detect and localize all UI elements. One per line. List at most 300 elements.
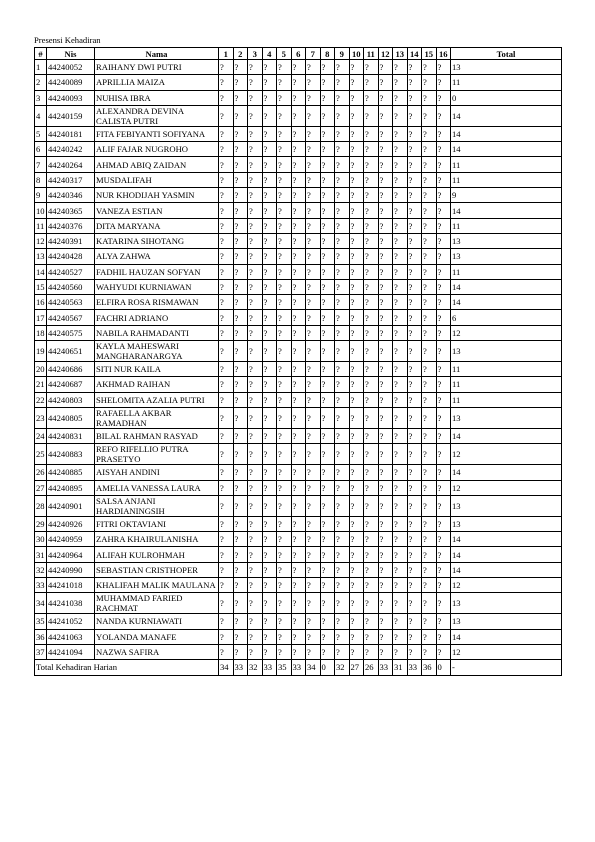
row-name: KHALIFAH MALIK MAULANA bbox=[95, 578, 219, 593]
row-nis: 44240990 bbox=[47, 562, 95, 577]
row-nis: 44240686 bbox=[47, 362, 95, 377]
attendance-mark: ? bbox=[422, 142, 437, 157]
attendance-mark: ? bbox=[349, 562, 364, 577]
attendance-mark: ? bbox=[306, 465, 321, 480]
attendance-mark: ? bbox=[291, 547, 306, 562]
attendance-mark: ? bbox=[393, 578, 408, 593]
row-nis: 44240093 bbox=[47, 90, 95, 105]
attendance-mark: ? bbox=[364, 126, 379, 141]
footer-daily-total: 36 bbox=[422, 660, 437, 675]
attendance-mark: ? bbox=[407, 264, 422, 279]
table-row bbox=[35, 392, 562, 407]
attendance-mark: ? bbox=[378, 578, 393, 593]
attendance-mark: ? bbox=[393, 279, 408, 294]
attendance-mark: ? bbox=[407, 60, 422, 75]
attendance-mark: ? bbox=[320, 593, 335, 614]
row-name: BILAL RAHMAN RASYAD bbox=[95, 428, 219, 443]
attendance-mark: ? bbox=[219, 392, 234, 407]
attendance-mark: ? bbox=[349, 392, 364, 407]
attendance-mark: ? bbox=[219, 532, 234, 547]
row-name: NABILA RAHMADANTI bbox=[95, 325, 219, 340]
attendance-mark: ? bbox=[407, 362, 422, 377]
attendance-mark: ? bbox=[378, 562, 393, 577]
attendance-mark: ? bbox=[248, 60, 263, 75]
attendance-mark: ? bbox=[233, 480, 248, 495]
attendance-mark: ? bbox=[320, 428, 335, 443]
attendance-mark: ? bbox=[277, 325, 292, 340]
attendance-mark: ? bbox=[262, 188, 277, 203]
attendance-mark: ? bbox=[393, 188, 408, 203]
attendance-mark: ? bbox=[320, 444, 335, 465]
header-name: Nama bbox=[95, 48, 219, 60]
attendance-mark: ? bbox=[262, 90, 277, 105]
footer-row bbox=[35, 660, 562, 675]
attendance-mark: ? bbox=[335, 279, 350, 294]
row-nis: 44240391 bbox=[47, 233, 95, 248]
attendance-mark: ? bbox=[335, 157, 350, 172]
attendance-mark: ? bbox=[436, 233, 451, 248]
attendance-mark: ? bbox=[378, 325, 393, 340]
attendance-mark: ? bbox=[262, 264, 277, 279]
header-day: 10 bbox=[349, 48, 364, 60]
table-row bbox=[35, 562, 562, 577]
attendance-mark: ? bbox=[233, 310, 248, 325]
attendance-mark: ? bbox=[306, 578, 321, 593]
attendance-mark: ? bbox=[320, 203, 335, 218]
attendance-mark: ? bbox=[393, 233, 408, 248]
row-total: 14 bbox=[451, 203, 562, 218]
attendance-mark: ? bbox=[219, 341, 234, 362]
attendance-mark: ? bbox=[407, 90, 422, 105]
attendance-mark: ? bbox=[349, 126, 364, 141]
attendance-mark: ? bbox=[277, 105, 292, 126]
header-no: # bbox=[35, 48, 47, 60]
attendance-mark: ? bbox=[422, 341, 437, 362]
row-name: ELFIRA ROSA RISMAWAN bbox=[95, 295, 219, 310]
attendance-mark: ? bbox=[407, 480, 422, 495]
attendance-mark: ? bbox=[364, 516, 379, 531]
attendance-mark: ? bbox=[349, 480, 364, 495]
attendance-mark: ? bbox=[233, 279, 248, 294]
attendance-mark: ? bbox=[407, 172, 422, 187]
row-total: 13 bbox=[451, 516, 562, 531]
attendance-mark: ? bbox=[393, 218, 408, 233]
attendance-mark: ? bbox=[378, 90, 393, 105]
attendance-mark: ? bbox=[233, 203, 248, 218]
attendance-mark: ? bbox=[219, 279, 234, 294]
row-number: 13 bbox=[35, 249, 47, 264]
attendance-mark: ? bbox=[407, 465, 422, 480]
attendance-mark: ? bbox=[436, 105, 451, 126]
row-name: YOLANDA MANAFE bbox=[95, 629, 219, 644]
attendance-mark: ? bbox=[219, 172, 234, 187]
attendance-mark: ? bbox=[436, 465, 451, 480]
attendance-mark: ? bbox=[393, 126, 408, 141]
attendance-mark: ? bbox=[277, 142, 292, 157]
row-name: FITA FEBIYANTI SOFIYANA bbox=[95, 126, 219, 141]
attendance-mark: ? bbox=[248, 75, 263, 90]
footer-daily-total: 0 bbox=[436, 660, 451, 675]
attendance-mark: ? bbox=[422, 90, 437, 105]
attendance-mark: ? bbox=[335, 325, 350, 340]
attendance-mark: ? bbox=[407, 126, 422, 141]
attendance-mark: ? bbox=[306, 142, 321, 157]
attendance-mark: ? bbox=[262, 105, 277, 126]
row-nis: 44240428 bbox=[47, 249, 95, 264]
attendance-mark: ? bbox=[378, 644, 393, 659]
attendance-mark: ? bbox=[364, 60, 379, 75]
attendance-mark: ? bbox=[277, 629, 292, 644]
attendance-mark: ? bbox=[436, 614, 451, 629]
attendance-mark: ? bbox=[233, 172, 248, 187]
attendance-mark: ? bbox=[320, 532, 335, 547]
attendance-mark: ? bbox=[306, 516, 321, 531]
attendance-mark: ? bbox=[378, 614, 393, 629]
attendance-mark: ? bbox=[291, 578, 306, 593]
attendance-mark: ? bbox=[306, 362, 321, 377]
attendance-mark: ? bbox=[364, 157, 379, 172]
row-nis: 44240346 bbox=[47, 188, 95, 203]
attendance-mark: ? bbox=[320, 629, 335, 644]
attendance-mark: ? bbox=[277, 218, 292, 233]
table-row bbox=[35, 532, 562, 547]
attendance-mark: ? bbox=[349, 428, 364, 443]
attendance-mark: ? bbox=[378, 593, 393, 614]
attendance-mark: ? bbox=[320, 249, 335, 264]
attendance-mark: ? bbox=[364, 644, 379, 659]
attendance-mark: ? bbox=[422, 516, 437, 531]
attendance-mark: ? bbox=[393, 310, 408, 325]
attendance-mark: ? bbox=[335, 593, 350, 614]
row-nis: 44240365 bbox=[47, 203, 95, 218]
row-name: SALSA ANJANI HARDIANINGSIH bbox=[95, 495, 219, 516]
attendance-mark: ? bbox=[262, 562, 277, 577]
attendance-mark: ? bbox=[349, 218, 364, 233]
table-row bbox=[35, 233, 562, 248]
attendance-mark: ? bbox=[219, 203, 234, 218]
row-total: 13 bbox=[451, 593, 562, 614]
attendance-mark: ? bbox=[349, 203, 364, 218]
attendance-mark: ? bbox=[393, 142, 408, 157]
row-total: 11 bbox=[451, 172, 562, 187]
attendance-mark: ? bbox=[291, 480, 306, 495]
attendance-mark: ? bbox=[277, 60, 292, 75]
attendance-mark: ? bbox=[335, 249, 350, 264]
row-number: 36 bbox=[35, 629, 47, 644]
table-row bbox=[35, 325, 562, 340]
attendance-mark: ? bbox=[248, 644, 263, 659]
attendance-mark: ? bbox=[436, 157, 451, 172]
row-total: 13 bbox=[451, 233, 562, 248]
header-day: 7 bbox=[306, 48, 321, 60]
attendance-mark: ? bbox=[335, 480, 350, 495]
attendance-mark: ? bbox=[277, 614, 292, 629]
attendance-mark: ? bbox=[393, 629, 408, 644]
table-row bbox=[35, 407, 562, 428]
attendance-page bbox=[34, 34, 561, 676]
attendance-mark: ? bbox=[291, 614, 306, 629]
table-row bbox=[35, 495, 562, 516]
attendance-mark: ? bbox=[364, 428, 379, 443]
footer-daily-total: 27 bbox=[349, 660, 364, 675]
attendance-mark: ? bbox=[364, 614, 379, 629]
attendance-mark: ? bbox=[349, 377, 364, 392]
row-number: 25 bbox=[35, 444, 47, 465]
attendance-mark: ? bbox=[335, 172, 350, 187]
row-name: REFO RIFELLIO PUTRA PRASETYO bbox=[95, 444, 219, 465]
attendance-mark: ? bbox=[233, 218, 248, 233]
row-nis: 44240901 bbox=[47, 495, 95, 516]
attendance-mark: ? bbox=[306, 90, 321, 105]
attendance-mark: ? bbox=[248, 614, 263, 629]
row-total: 11 bbox=[451, 218, 562, 233]
attendance-mark: ? bbox=[393, 105, 408, 126]
attendance-mark: ? bbox=[291, 172, 306, 187]
attendance-mark: ? bbox=[291, 75, 306, 90]
row-number: 20 bbox=[35, 362, 47, 377]
attendance-mark: ? bbox=[349, 547, 364, 562]
attendance-mark: ? bbox=[378, 172, 393, 187]
attendance-mark: ? bbox=[277, 644, 292, 659]
attendance-mark: ? bbox=[262, 629, 277, 644]
attendance-mark: ? bbox=[306, 547, 321, 562]
row-name: MUSDALIFAH bbox=[95, 172, 219, 187]
attendance-mark: ? bbox=[233, 516, 248, 531]
attendance-mark: ? bbox=[378, 188, 393, 203]
attendance-mark: ? bbox=[349, 75, 364, 90]
attendance-mark: ? bbox=[291, 90, 306, 105]
row-nis: 44240883 bbox=[47, 444, 95, 465]
attendance-mark: ? bbox=[248, 495, 263, 516]
attendance-mark: ? bbox=[378, 218, 393, 233]
row-name: RAIHANY DWI PUTRI bbox=[95, 60, 219, 75]
attendance-mark: ? bbox=[422, 60, 437, 75]
attendance-mark: ? bbox=[306, 172, 321, 187]
row-number: 28 bbox=[35, 495, 47, 516]
attendance-mark: ? bbox=[422, 233, 437, 248]
attendance-mark: ? bbox=[335, 392, 350, 407]
attendance-mark: ? bbox=[320, 495, 335, 516]
footer-label: Total Kehadiran Harian bbox=[35, 660, 219, 675]
attendance-mark: ? bbox=[262, 218, 277, 233]
row-number: 3 bbox=[35, 90, 47, 105]
row-nis: 44241052 bbox=[47, 614, 95, 629]
footer-daily-total: 34 bbox=[306, 660, 321, 675]
attendance-mark: ? bbox=[349, 264, 364, 279]
row-number: 27 bbox=[35, 480, 47, 495]
attendance-mark: ? bbox=[422, 629, 437, 644]
attendance-mark: ? bbox=[335, 428, 350, 443]
attendance-mark: ? bbox=[320, 310, 335, 325]
attendance-mark: ? bbox=[262, 516, 277, 531]
row-name: WAHYUDI KURNIAWAN bbox=[95, 279, 219, 294]
attendance-mark: ? bbox=[436, 578, 451, 593]
attendance-mark: ? bbox=[262, 495, 277, 516]
attendance-mark: ? bbox=[219, 295, 234, 310]
attendance-mark: ? bbox=[320, 465, 335, 480]
header-row bbox=[35, 48, 562, 60]
attendance-mark: ? bbox=[306, 105, 321, 126]
attendance-mark: ? bbox=[320, 126, 335, 141]
row-number: 15 bbox=[35, 279, 47, 294]
attendance-mark: ? bbox=[320, 218, 335, 233]
attendance-mark: ? bbox=[393, 75, 408, 90]
attendance-mark: ? bbox=[291, 644, 306, 659]
row-nis: 44240527 bbox=[47, 264, 95, 279]
table-row bbox=[35, 593, 562, 614]
attendance-mark: ? bbox=[349, 362, 364, 377]
attendance-mark: ? bbox=[320, 142, 335, 157]
attendance-mark: ? bbox=[277, 126, 292, 141]
attendance-mark: ? bbox=[277, 90, 292, 105]
attendance-mark: ? bbox=[320, 75, 335, 90]
attendance-mark: ? bbox=[306, 249, 321, 264]
row-nis: 44240831 bbox=[47, 428, 95, 443]
attendance-mark: ? bbox=[407, 188, 422, 203]
header-day: 13 bbox=[393, 48, 408, 60]
attendance-mark: ? bbox=[393, 516, 408, 531]
table-row bbox=[35, 295, 562, 310]
attendance-mark: ? bbox=[277, 392, 292, 407]
table-row bbox=[35, 362, 562, 377]
row-number: 34 bbox=[35, 593, 47, 614]
attendance-mark: ? bbox=[233, 629, 248, 644]
attendance-mark: ? bbox=[393, 428, 408, 443]
row-number: 37 bbox=[35, 644, 47, 659]
row-number: 22 bbox=[35, 392, 47, 407]
row-number: 21 bbox=[35, 377, 47, 392]
attendance-mark: ? bbox=[422, 105, 437, 126]
attendance-mark: ? bbox=[248, 126, 263, 141]
attendance-mark: ? bbox=[277, 362, 292, 377]
attendance-mark: ? bbox=[277, 516, 292, 531]
attendance-mark: ? bbox=[393, 203, 408, 218]
attendance-mark: ? bbox=[378, 547, 393, 562]
attendance-mark: ? bbox=[306, 593, 321, 614]
attendance-mark: ? bbox=[349, 341, 364, 362]
table-row bbox=[35, 60, 562, 75]
attendance-mark: ? bbox=[262, 60, 277, 75]
attendance-mark: ? bbox=[378, 295, 393, 310]
attendance-mark: ? bbox=[378, 105, 393, 126]
attendance-mark: ? bbox=[393, 157, 408, 172]
row-total: 13 bbox=[451, 341, 562, 362]
attendance-mark: ? bbox=[422, 578, 437, 593]
footer-daily-total: 33 bbox=[291, 660, 306, 675]
attendance-mark: ? bbox=[407, 428, 422, 443]
row-total: 11 bbox=[451, 75, 562, 90]
table-row bbox=[35, 578, 562, 593]
attendance-mark: ? bbox=[364, 341, 379, 362]
attendance-mark: ? bbox=[422, 310, 437, 325]
attendance-mark: ? bbox=[306, 60, 321, 75]
row-nis: 44241063 bbox=[47, 629, 95, 644]
row-name: AISYAH ANDINI bbox=[95, 465, 219, 480]
attendance-mark: ? bbox=[349, 295, 364, 310]
row-nis: 44240964 bbox=[47, 547, 95, 562]
attendance-mark: ? bbox=[277, 279, 292, 294]
attendance-mark: ? bbox=[262, 362, 277, 377]
row-name: ZAHRA KHAIRULANISHA bbox=[95, 532, 219, 547]
attendance-mark: ? bbox=[262, 157, 277, 172]
table-row bbox=[35, 547, 562, 562]
attendance-mark: ? bbox=[219, 428, 234, 443]
attendance-mark: ? bbox=[349, 310, 364, 325]
attendance-mark: ? bbox=[422, 465, 437, 480]
footer-daily-total: 33 bbox=[233, 660, 248, 675]
attendance-mark: ? bbox=[349, 142, 364, 157]
attendance-mark: ? bbox=[364, 629, 379, 644]
attendance-mark: ? bbox=[378, 203, 393, 218]
attendance-mark: ? bbox=[233, 407, 248, 428]
attendance-mark: ? bbox=[219, 233, 234, 248]
attendance-mark: ? bbox=[349, 188, 364, 203]
attendance-mark: ? bbox=[407, 157, 422, 172]
footer-grand-total: - bbox=[451, 660, 562, 675]
attendance-mark: ? bbox=[248, 218, 263, 233]
attendance-mark: ? bbox=[248, 562, 263, 577]
attendance-mark: ? bbox=[248, 480, 263, 495]
attendance-mark: ? bbox=[407, 341, 422, 362]
attendance-mark: ? bbox=[364, 203, 379, 218]
attendance-mark: ? bbox=[393, 407, 408, 428]
row-total: 11 bbox=[451, 264, 562, 279]
row-number: 33 bbox=[35, 578, 47, 593]
attendance-mark: ? bbox=[320, 233, 335, 248]
attendance-mark: ? bbox=[335, 547, 350, 562]
table-row bbox=[35, 310, 562, 325]
attendance-mark: ? bbox=[248, 249, 263, 264]
attendance-mark: ? bbox=[320, 644, 335, 659]
attendance-mark: ? bbox=[436, 593, 451, 614]
attendance-mark: ? bbox=[407, 249, 422, 264]
attendance-mark: ? bbox=[393, 325, 408, 340]
attendance-mark: ? bbox=[364, 218, 379, 233]
attendance-mark: ? bbox=[262, 578, 277, 593]
attendance-mark: ? bbox=[248, 516, 263, 531]
attendance-mark: ? bbox=[407, 218, 422, 233]
attendance-mark: ? bbox=[277, 562, 292, 577]
attendance-mark: ? bbox=[436, 495, 451, 516]
attendance-mark: ? bbox=[291, 264, 306, 279]
table-body bbox=[35, 60, 562, 660]
row-number: 10 bbox=[35, 203, 47, 218]
attendance-mark: ? bbox=[349, 516, 364, 531]
row-name: SEBASTIAN CRISTHOPER bbox=[95, 562, 219, 577]
row-total: 13 bbox=[451, 495, 562, 516]
attendance-mark: ? bbox=[262, 295, 277, 310]
attendance-mark: ? bbox=[306, 495, 321, 516]
attendance-mark: ? bbox=[393, 644, 408, 659]
attendance-mark: ? bbox=[422, 377, 437, 392]
attendance-mark: ? bbox=[291, 60, 306, 75]
attendance-mark: ? bbox=[262, 325, 277, 340]
row-number: 17 bbox=[35, 310, 47, 325]
attendance-mark: ? bbox=[248, 233, 263, 248]
attendance-mark: ? bbox=[436, 562, 451, 577]
attendance-mark: ? bbox=[335, 75, 350, 90]
attendance-mark: ? bbox=[219, 495, 234, 516]
attendance-mark: ? bbox=[291, 392, 306, 407]
row-total: 9 bbox=[451, 188, 562, 203]
attendance-mark: ? bbox=[422, 480, 437, 495]
header-total: Total bbox=[451, 48, 562, 60]
header-nis: Nis bbox=[47, 48, 95, 60]
table-row bbox=[35, 428, 562, 443]
attendance-mark: ? bbox=[378, 279, 393, 294]
attendance-mark: ? bbox=[219, 480, 234, 495]
attendance-mark: ? bbox=[291, 249, 306, 264]
